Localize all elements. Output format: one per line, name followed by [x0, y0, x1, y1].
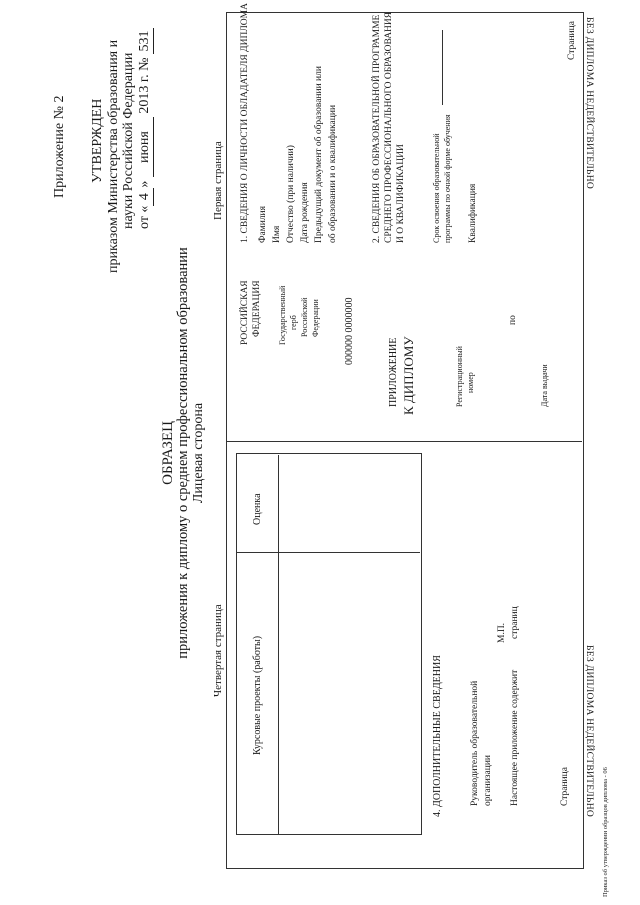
- study-term-label-2: программы по очной форме обучения: [443, 114, 452, 243]
- date-year: 2013 г. №: [137, 57, 152, 114]
- patronymic-label: Отчество (при наличии): [286, 145, 296, 243]
- order-line-1: приказом Министерства образования и: [106, 39, 121, 273]
- section-2-heading-2: СРЕДНЕГО ПРОФЕССИОНАЛЬНОГО ОБРАЗОВАНИЯ: [384, 11, 394, 243]
- emblem-label-4: Федерации: [311, 299, 320, 337]
- head-label-line-2: организации: [483, 754, 493, 806]
- section-1-heading: 1. СВЕДЕНИЯ О ЛИЧНОСТИ ОБЛАДАТЕЛЯ ДИПЛОМА: [240, 3, 250, 243]
- date-from: от «: [137, 205, 152, 229]
- qualification-label: Квалификация: [468, 183, 478, 243]
- approved-label: УТВЕРЖДЕН: [90, 98, 105, 183]
- previous-document-label-2: об образовании и о квалификации: [328, 104, 338, 243]
- appendix-title-2: К ДИПЛОМУ: [401, 336, 416, 415]
- page-count-prefix: Настоящее приложение содержит: [510, 669, 520, 806]
- stamp-mp-label: М.П.: [497, 622, 507, 643]
- emblem-label-1: Государственный: [278, 285, 287, 345]
- coursework-grade-header: Оценка: [252, 493, 263, 525]
- footer-note: Приказ об утверждении образцов диплома - 06: [602, 767, 609, 897]
- registration-label-2: номер: [466, 372, 475, 393]
- date-day: 4: [137, 188, 154, 206]
- right-page-number-label: Страница: [567, 21, 577, 60]
- right-invalid-notice: БЕЗ ДИПЛОМА НЕДЕЙСТВИТЕЛЬНО: [584, 17, 594, 190]
- page-divider: [226, 441, 582, 442]
- coursework-header-divider: [278, 455, 279, 835]
- russia-label-1: РОССИЙСКАЯ: [240, 280, 250, 345]
- previous-document-label-1: Предыдущий документ об образовании или: [314, 66, 324, 243]
- appendix-label: Приложение № 2: [52, 95, 67, 198]
- study-term-label-1: Срок освоения образовательной: [432, 133, 441, 243]
- left-page-number-label: Страница: [560, 767, 570, 806]
- name-label: Имя: [272, 225, 282, 243]
- fourth-page-label: Четвертая страница: [212, 604, 224, 697]
- specialty-po-label: по: [508, 315, 518, 325]
- head-label-line-1: Руководитель образовательной: [470, 680, 480, 806]
- appendix-title-1: ПРИЛОЖЕНИЕ: [388, 337, 399, 407]
- serial-number: 000000 0000000: [344, 297, 355, 365]
- coursework-projects-header: Курсовые проекты (работы): [252, 635, 263, 755]
- page-count-line: [510, 606, 520, 806]
- surname-label: Фамилия: [258, 205, 268, 243]
- coursework-column-divider: [236, 552, 420, 553]
- section-2-heading-3: И О КВАЛИФИКАЦИИ: [396, 144, 406, 243]
- issue-date-label: Дата выдачи: [540, 364, 549, 407]
- study-term-line: [442, 30, 443, 105]
- registration-label-1: Регистрационный: [455, 346, 464, 407]
- order-line-2: науки Российской Федерации: [121, 52, 136, 229]
- section-2-heading-1: 2. СВЕДЕНИЯ ОБ ОБРАЗОВАТЕЛЬНОЙ ПРОГРАММЕ: [372, 14, 382, 243]
- date-number: 531: [137, 28, 154, 54]
- order-date-line: [137, 28, 154, 229]
- emblem-label-2: герб: [289, 315, 298, 330]
- sample-title: ОБРАЗЕЦ: [160, 421, 176, 485]
- date-month: июня: [137, 117, 154, 177]
- section-4-heading: 4. ДОПОЛНИТЕЛЬНЫЕ СВЕДЕНИЯ: [432, 655, 443, 817]
- sample-subtitle: приложения к диплому о среднем профессиональном образовании: [175, 247, 191, 659]
- left-invalid-notice: БЕЗ ДИПЛОМА НЕДЕЙСТВИТЕЛЬНО: [584, 645, 594, 818]
- front-side-label: Лицевая сторона: [191, 402, 206, 504]
- first-page-label: Первая страница: [212, 141, 224, 220]
- date-mid: »: [137, 180, 152, 188]
- birthdate-label: Дата рождения: [300, 182, 310, 243]
- emblem-label-3: Российской: [300, 297, 309, 337]
- russia-label-2: ФЕДЕРАЦИЯ: [252, 280, 262, 337]
- page-count-suffix: страниц: [510, 606, 520, 639]
- coursework-table: [236, 453, 422, 835]
